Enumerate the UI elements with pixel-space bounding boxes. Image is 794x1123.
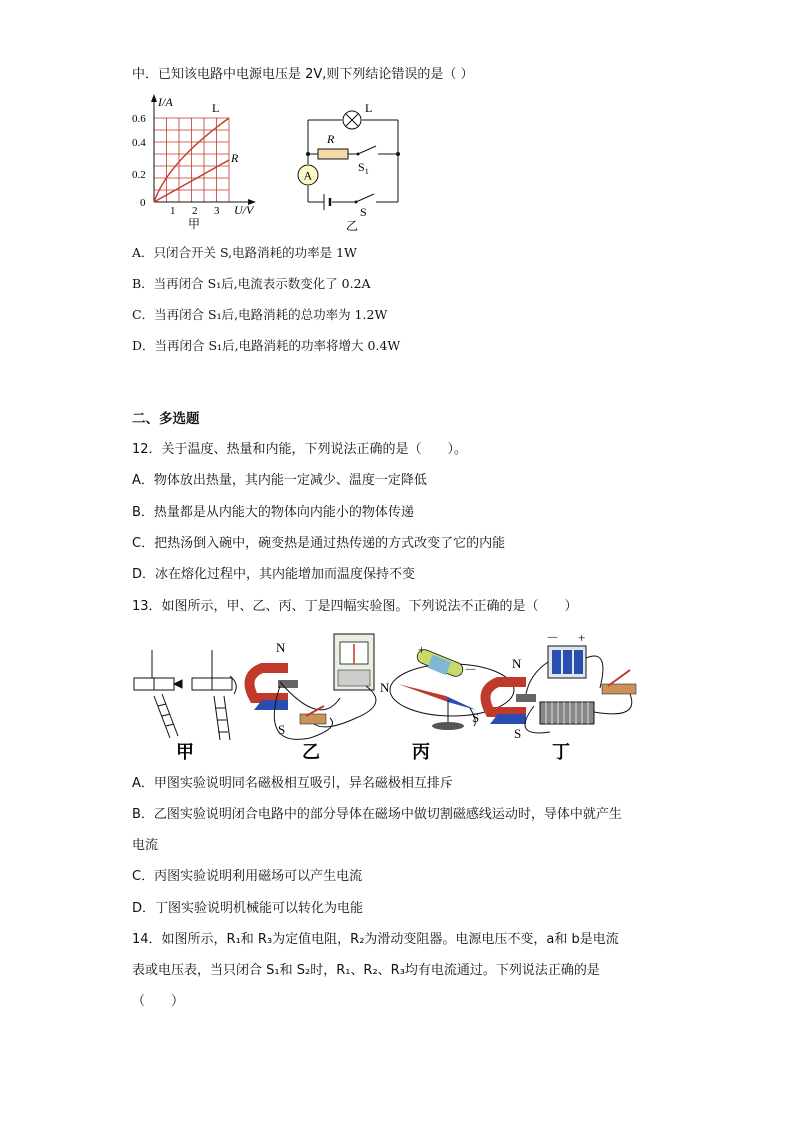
bing-minus-label: － xyxy=(464,662,478,677)
ding-n-label: N xyxy=(512,656,522,671)
switch-s1-label: $S_1$ xyxy=(358,160,369,176)
caption-jia: 甲 xyxy=(176,742,194,762)
ammeter-label: A xyxy=(303,168,313,183)
q13-option-a: A．甲图实验说明同名磁极相互吸引，异名磁极相互排斥 xyxy=(132,776,453,791)
q11-option-d: D．当再闭合 S₁后,电路消耗的功率将增大 0.4W xyxy=(132,338,401,353)
q13-option-c: C．丙图实验说明利用磁场可以产生电流 xyxy=(132,869,363,884)
ding-plus-label: + xyxy=(578,630,586,645)
q11-option-b: B．当再闭合 S₁后,电流表示数变化了 0.2A xyxy=(132,276,371,291)
figure-yi xyxy=(250,634,376,739)
x-tick-2: 2 xyxy=(192,205,198,217)
caption-bing: 丙 xyxy=(412,742,430,762)
q11-option-a: A．只闭合开关 S,电路消耗的功率是 1W xyxy=(132,245,357,260)
q14-line1: 14．如图所示，R₁和 R₃为定值电阻，R₂为滑动变阻器。电源电压不变，a和 b是电流 xyxy=(132,932,619,947)
q12-option-b: B．热量都是从内能大的物体向内能小的物体传递 xyxy=(132,505,414,520)
section-title: 二、多选题 xyxy=(132,411,200,427)
x-axis-label: U/V xyxy=(234,203,254,217)
q12-option-c: C．把热汤倒入碗中，碗变热是通过热传递的方式改变了它的内能 xyxy=(132,536,506,551)
q12-option-d: D．冰在熔化过程中，其内能增加而温度保持不变 xyxy=(132,567,416,582)
curve-l-label: L xyxy=(212,101,220,115)
switch-icon xyxy=(300,714,326,724)
knife-switch-icon xyxy=(602,684,636,694)
y-tick-0-4: 0.4 xyxy=(132,137,146,149)
ding-minus-label: － xyxy=(546,630,560,645)
x-tick-1: 1 xyxy=(170,205,176,217)
q13-option-d: D．丁图实验说明机械能可以转化为电能 xyxy=(132,901,364,916)
q14-line2: 表或电压表，当只闭合 S₁和 S₂时，R₁、R₂、R₃均有电流通过。下列说法正确的是 xyxy=(132,963,600,978)
circuit-caption: 乙 xyxy=(346,219,359,232)
q12-stem: 12．关于温度、热量和内能，下列说法正确的是（ ）。 xyxy=(132,442,468,457)
q13-option-b: B．乙图实验说明闭合电路中的部分导体在磁场中做切割磁感线运动时，导体中就产生 xyxy=(132,807,622,822)
q13-stem: 13．如图所示，甲、乙、丙、丁是四幅实验图。下列说法不正确的是（ ） xyxy=(132,599,578,614)
graph-caption: 甲 xyxy=(188,217,201,231)
origin-label: 0 xyxy=(140,197,146,209)
q11-option-c: C．当再闭合 S₁后,电路消耗的总功率为 1.2W xyxy=(132,307,388,322)
y-tick-0-6: 0.6 xyxy=(132,113,146,125)
resistor-label: R xyxy=(327,132,335,146)
switch-s-label: S xyxy=(360,205,367,219)
q11-circuit xyxy=(296,98,408,232)
q12-option-a: A．物体放出热量，其内能一定减少、温度一定降低 xyxy=(132,473,427,488)
y-tick-0-2: 0.2 xyxy=(132,169,146,181)
x-tick-3: 3 xyxy=(214,205,220,217)
bing-n-label: N xyxy=(380,680,390,695)
q13-option-b-cont: 电流 xyxy=(132,838,159,853)
ding-s-label: S xyxy=(514,726,522,741)
curve-r-label: R xyxy=(231,151,239,165)
y-axis-label: I/A xyxy=(158,95,173,109)
yi-n-label: N xyxy=(276,640,286,655)
caption-yi: 乙 xyxy=(302,742,320,762)
figure-jia xyxy=(134,650,236,740)
q13-figure xyxy=(130,628,650,768)
figure-ding xyxy=(486,646,637,733)
compass-needle xyxy=(398,684,448,702)
yi-s-label: S xyxy=(278,722,286,737)
lamp-label: L xyxy=(365,101,373,115)
caption-ding: 丁 xyxy=(552,742,570,762)
rheostat-icon xyxy=(540,702,594,724)
q11-graph xyxy=(132,90,272,232)
resistor-icon xyxy=(318,149,348,159)
q11-stem: 中．已知该电路中电源电压是 2V,则下列结论错误的是（ ） xyxy=(132,67,474,82)
q14-line3: （ ） xyxy=(132,994,185,1009)
bing-plus-label: + xyxy=(418,642,426,657)
bing-s-label: S xyxy=(472,710,480,725)
